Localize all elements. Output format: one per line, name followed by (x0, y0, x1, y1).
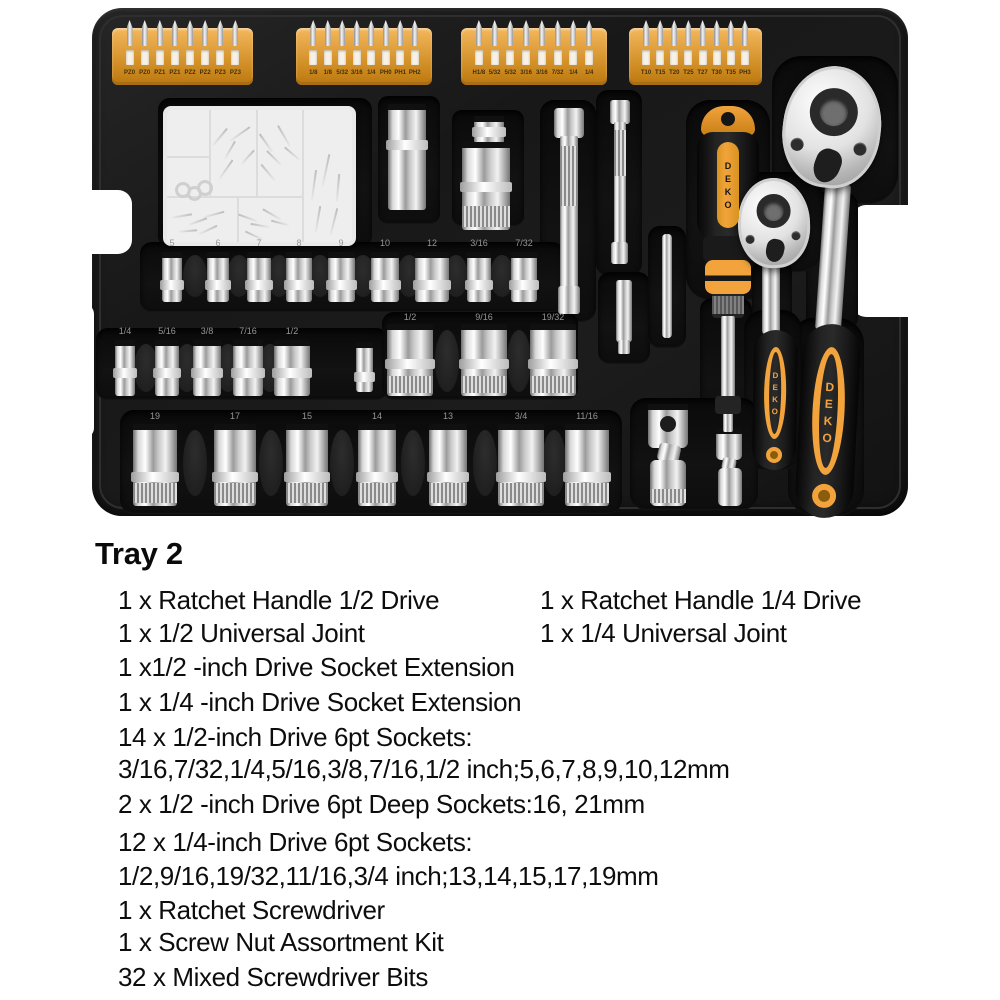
spinner-rod (616, 280, 632, 342)
socket-knurl (565, 483, 609, 503)
socket-band (509, 280, 539, 290)
socket-opening (286, 424, 328, 430)
extension-quarter-shaft (614, 122, 626, 244)
bit-slot (538, 50, 546, 65)
bit-label: PZ1 (169, 70, 181, 76)
universal-joint-large-top (648, 404, 688, 448)
bit-slot (396, 50, 404, 65)
screw (250, 223, 269, 228)
socket-band (231, 368, 265, 378)
hang-hole (811, 484, 836, 509)
contents-line: 1 x 1/2 Universal Joint (118, 618, 365, 648)
socket-band (326, 280, 357, 290)
screw (336, 174, 340, 202)
socket-band (153, 368, 181, 378)
contents-line: 3/16,7/32,1/4,5/16,3/8,7/16,1/2 inch;5,6,7,8,9,10,12mm (118, 754, 730, 784)
extension-half-end (554, 108, 584, 138)
bit-label: 1/4 (569, 70, 578, 76)
socket (133, 424, 177, 506)
socket-size-label: 15 (301, 411, 312, 421)
socket-opening (286, 252, 312, 258)
socket-opening (133, 424, 177, 430)
tray-edge-notch (70, 304, 94, 438)
head-screw (746, 234, 755, 243)
socket-opening (162, 252, 182, 258)
screwdriver-collar (712, 292, 744, 318)
socket-opening (155, 340, 179, 346)
socket-band (272, 368, 312, 378)
bit-label: H1/8 (472, 70, 486, 76)
socket-size-label: 3/16 (470, 238, 488, 248)
socket-opening (388, 104, 426, 110)
screw-assortment-box (163, 106, 356, 246)
screw (262, 208, 281, 220)
screw (259, 133, 273, 152)
socket-band (245, 280, 273, 290)
bit-slot (585, 50, 593, 65)
tray-title: Tray 2 (95, 536, 183, 571)
socket-band (160, 280, 184, 290)
contents-line: 12 x 1/4-inch Drive 6pt Sockets: (118, 827, 473, 857)
socket-size-label: 6 (215, 238, 221, 248)
socket-opening (429, 424, 467, 430)
tray-edge-notch (60, 190, 132, 254)
socket-size-label: 3/8 (200, 326, 214, 336)
socket-band (113, 368, 137, 378)
bit-slot (382, 50, 390, 65)
tray-bump (490, 255, 514, 297)
bit-label: T25 (683, 70, 694, 76)
screw (238, 214, 257, 223)
tray-bump (473, 430, 497, 496)
bit-slot (569, 50, 577, 65)
bit-holder (461, 28, 607, 85)
ratchet-small-handle (752, 330, 798, 471)
screwdriver-lower (705, 260, 751, 294)
socket-band (413, 280, 451, 290)
socket-band (284, 280, 314, 290)
bit-slot (171, 50, 179, 65)
extension-knurl (614, 130, 626, 176)
universal-joint-large-bottom (650, 460, 686, 506)
bit-slot (411, 50, 419, 65)
socket (247, 252, 271, 302)
bit-label: 3/16 (536, 70, 548, 76)
socket (371, 252, 399, 302)
socket (461, 324, 507, 396)
screwdriver-ring (715, 396, 741, 414)
socket-opening (233, 340, 263, 346)
socket-size-label: 1/2 (285, 326, 299, 336)
screwdriver-brand-pill (717, 142, 739, 228)
socket-size-label: 12 (426, 238, 437, 248)
bit-slot (201, 50, 209, 65)
socket-size-label: 19 (149, 411, 160, 421)
socket-opening (530, 324, 576, 330)
socket-band (191, 368, 223, 378)
socket-opening (328, 252, 355, 258)
socket-band (528, 359, 578, 369)
box-divider (256, 110, 258, 196)
bit-slot (126, 50, 134, 65)
bit-slot (353, 50, 361, 65)
socket-size-label: 10 (379, 238, 390, 248)
screw (322, 154, 331, 186)
head-screw (790, 137, 804, 151)
screw (212, 128, 228, 146)
extension-quarter-end (610, 100, 630, 124)
socket-band (284, 472, 330, 482)
socket-opening (415, 252, 449, 258)
contents-line: 2 x 1/2 -inch Drive 6pt Deep Sockets:16, 21mm (118, 789, 645, 819)
socket (388, 104, 426, 210)
bit-slot (186, 50, 194, 65)
socket (358, 424, 396, 506)
screw (230, 126, 251, 141)
socket-band (427, 472, 469, 482)
bit-label: PZ2 (184, 70, 196, 76)
contents-line: 1 x Ratchet Screwdriver (118, 895, 385, 925)
socket-band (212, 472, 258, 482)
socket-band (354, 372, 375, 382)
bit-slot (216, 50, 224, 65)
screw (284, 147, 300, 161)
socket-opening (565, 424, 609, 430)
socket-knurl (530, 376, 576, 393)
socket-opening (461, 324, 507, 330)
head-screw (852, 142, 866, 156)
bit-label: PZ2 (199, 70, 211, 76)
bit-slot (309, 50, 317, 65)
bit-slot (367, 50, 375, 65)
socket-size-label: 13 (442, 411, 453, 421)
socket-knurl (429, 483, 467, 503)
socket-size-label: 5 (169, 238, 175, 248)
bit-slot (741, 50, 749, 65)
socket-size-label: 7/16 (239, 326, 257, 336)
socket (214, 424, 256, 506)
bit-slot (491, 50, 499, 65)
socket (162, 252, 182, 302)
contents-line: 1 x 1/4 -inch Drive Socket Extension (118, 687, 522, 717)
socket-size-label: 7/32 (515, 238, 533, 248)
tray-bump (507, 330, 531, 392)
socket (115, 340, 135, 396)
extension-knurl (560, 146, 578, 206)
direction-lever (764, 238, 786, 265)
bit-slot (642, 50, 650, 65)
washer (197, 180, 213, 196)
socket-size-label: 9/16 (475, 312, 493, 322)
bit-label: T10 (640, 70, 652, 76)
screw (266, 150, 282, 166)
bit-slot (670, 50, 678, 65)
socket (511, 252, 537, 302)
bit-slot (324, 50, 332, 65)
socket (415, 252, 449, 302)
socket-band (459, 359, 509, 369)
socket (328, 252, 355, 302)
contents-line: 1/2,9/16,19/32,11/16,3/4 inch;13,14,15,17,19mm (118, 861, 659, 891)
socket-band (496, 472, 546, 482)
drive-ring (807, 85, 860, 138)
socket (356, 342, 373, 392)
bit-label: 1/4 (367, 70, 376, 76)
bit-label: 3/16 (350, 70, 363, 76)
socket (233, 340, 263, 396)
bit-label: T35 (725, 70, 736, 76)
socket (286, 252, 312, 302)
screw (277, 125, 291, 147)
contents-line: 32 x Mixed Screwdriver Bits (118, 962, 428, 992)
socket-band (386, 140, 428, 150)
box-divider (237, 198, 239, 242)
universal-joint-small-top (716, 428, 742, 460)
ratchet-small-neck (762, 262, 780, 334)
socket-opening (193, 340, 221, 346)
socket-opening (356, 342, 373, 348)
contents-line: 1 x Ratchet Handle 1/4 Drive (540, 585, 862, 615)
brand-label: DEKO (770, 370, 781, 419)
screw (311, 170, 317, 200)
contents-line: 1 x Screw Nut Assortment Kit (118, 927, 444, 957)
screw (224, 141, 236, 159)
socket-band (472, 127, 506, 137)
socket-size-label: 7 (256, 238, 262, 248)
socket-band (131, 472, 179, 482)
bit-label: T30 (711, 70, 722, 76)
bit-label: 5/32 (488, 70, 501, 76)
bit-slot (727, 50, 735, 65)
bit-holder (629, 28, 762, 85)
socket (207, 252, 229, 302)
ratchet-large-handle (794, 323, 862, 520)
socket-size-label: 5/16 (158, 326, 176, 336)
screwdriver-cap-hole (721, 112, 735, 126)
socket-opening (474, 116, 504, 122)
contents-line: 14 x 1/2-inch Drive 6pt Sockets: (118, 722, 473, 752)
contents-line: 1 x 1/4 Universal Joint (540, 618, 787, 648)
screw (204, 211, 225, 218)
socket-band (369, 280, 401, 290)
screw (179, 229, 197, 233)
screwdriver-tip (723, 412, 733, 432)
socket (286, 424, 328, 506)
socket-opening (498, 424, 544, 430)
socket-opening (358, 424, 396, 430)
bit-slot (684, 50, 692, 65)
socket-knurl (286, 483, 328, 503)
screw (260, 164, 275, 181)
tray-bump (330, 430, 354, 496)
drive-ring (756, 194, 791, 229)
bit-label: PZ3 (214, 70, 226, 76)
bit-label: PZ0 (139, 70, 151, 76)
brand-label: DEKO (819, 379, 838, 449)
bit-label: PZ1 (154, 70, 166, 76)
socket-band (563, 472, 611, 482)
socket-band (465, 280, 493, 290)
bit-label: 3/16 (520, 70, 532, 76)
socket-band (205, 280, 231, 290)
bit-holder (296, 28, 432, 85)
bit-slot (699, 50, 707, 65)
bit-label: 1/4 (584, 70, 594, 76)
tray-bump (542, 430, 566, 496)
tray-edge-notch (852, 205, 922, 317)
head-screw (792, 231, 801, 240)
socket-knurl (387, 376, 433, 393)
socket-size-label: 8 (296, 238, 302, 248)
tray-bump (183, 255, 207, 297)
bit-label: 1/8 (309, 70, 318, 76)
screw (189, 217, 208, 225)
contents-line: 1 x1/2 -inch Drive Socket Extension (118, 652, 515, 682)
socket-opening (207, 252, 229, 258)
socket-size-label: 1/2 (403, 312, 417, 322)
socket (429, 424, 467, 506)
screw (241, 150, 255, 165)
bit-label: PH0 (379, 70, 392, 76)
socket-band (356, 472, 398, 482)
socket-opening (387, 324, 433, 330)
spinner-rod-tip (618, 340, 630, 354)
socket-size-label: 1/4 (118, 326, 132, 336)
bit-label: PH2 (408, 70, 421, 76)
socket-knurl (133, 483, 177, 503)
bit-label: PZ0 (124, 70, 136, 76)
tray-bump (259, 430, 283, 496)
socket-opening (115, 340, 135, 346)
socket-knurl (358, 483, 396, 503)
bit-label: T20 (669, 70, 680, 76)
socket-size-label: 11/16 (576, 411, 598, 421)
socket-knurl (498, 483, 544, 503)
screw (199, 225, 218, 235)
brand-label: DEKO (723, 161, 733, 213)
socket-opening (274, 340, 310, 346)
bit-slot (156, 50, 164, 65)
bit-slot (338, 50, 346, 65)
socket-opening (371, 252, 399, 258)
socket-size-label: 3/4 (514, 411, 528, 421)
socket (498, 424, 544, 506)
joint-hole (660, 416, 676, 432)
socket-opening (467, 252, 491, 258)
bit-slot (141, 50, 149, 65)
socket (193, 340, 221, 396)
socket-band (385, 359, 435, 369)
bit-slot (475, 50, 483, 65)
screw (330, 208, 338, 235)
socket (387, 324, 433, 396)
extension-half-shaft (560, 136, 578, 288)
bit-holder (112, 28, 253, 85)
direction-lever (809, 145, 845, 186)
tray-bump (183, 430, 207, 496)
hang-hole-inner (818, 490, 831, 503)
socket-opening (648, 404, 688, 410)
socket (274, 340, 310, 396)
bit-bar (662, 234, 672, 338)
bit-slot (522, 50, 530, 65)
screw (315, 206, 321, 232)
socket-band (460, 182, 512, 192)
socket-size-label: 17 (229, 411, 240, 421)
socket-knurl (461, 376, 507, 393)
bit-label: PH1 (394, 70, 407, 76)
bit-label: 7/32 (551, 70, 564, 76)
socket-size-label: 19/32 (541, 312, 565, 322)
socket-size-label: 9 (338, 238, 344, 248)
bit-label: T15 (655, 70, 666, 76)
socket (155, 340, 179, 396)
tray-bump (401, 430, 425, 496)
socket-opening (511, 252, 537, 258)
socket (467, 252, 491, 302)
socket-opening (462, 142, 510, 148)
bit-label: T27 (697, 70, 708, 76)
socket-knurl (214, 483, 256, 503)
bit-label: 5/32 (504, 70, 517, 76)
bit-slot (554, 50, 562, 65)
socket (565, 424, 609, 506)
socket-opening (247, 252, 271, 258)
screw (172, 213, 192, 218)
extension-quarter-tip (611, 242, 628, 264)
socket-opening (214, 424, 256, 430)
screw (219, 160, 234, 180)
universal-joint-small-bottom (718, 468, 742, 506)
bit-label: PZ3 (229, 70, 241, 76)
collar-knurl (712, 296, 744, 314)
tray-bump (435, 330, 459, 392)
box-divider (302, 110, 304, 242)
bit-label: PH3 (739, 70, 751, 76)
bit-slot (506, 50, 514, 65)
bit-label: 5/32 (336, 70, 349, 76)
contents-line: 1 x Ratchet Handle 1/2 Drive (118, 585, 440, 615)
bit-slot (656, 50, 664, 65)
box-divider (167, 156, 209, 158)
socket (462, 142, 510, 230)
bit-label: 1/8 (323, 70, 332, 76)
socket (530, 324, 576, 396)
hang-hole-inner (770, 451, 778, 459)
socket-size-label: 14 (371, 411, 382, 421)
bit-slot (231, 50, 239, 65)
hang-hole (766, 447, 782, 463)
socket-knurl (650, 489, 686, 503)
bit-slot (713, 50, 721, 65)
extension-half-tip (558, 286, 580, 314)
socket (474, 116, 504, 144)
screwdriver-shaft (721, 316, 735, 400)
socket-knurl (462, 206, 510, 227)
